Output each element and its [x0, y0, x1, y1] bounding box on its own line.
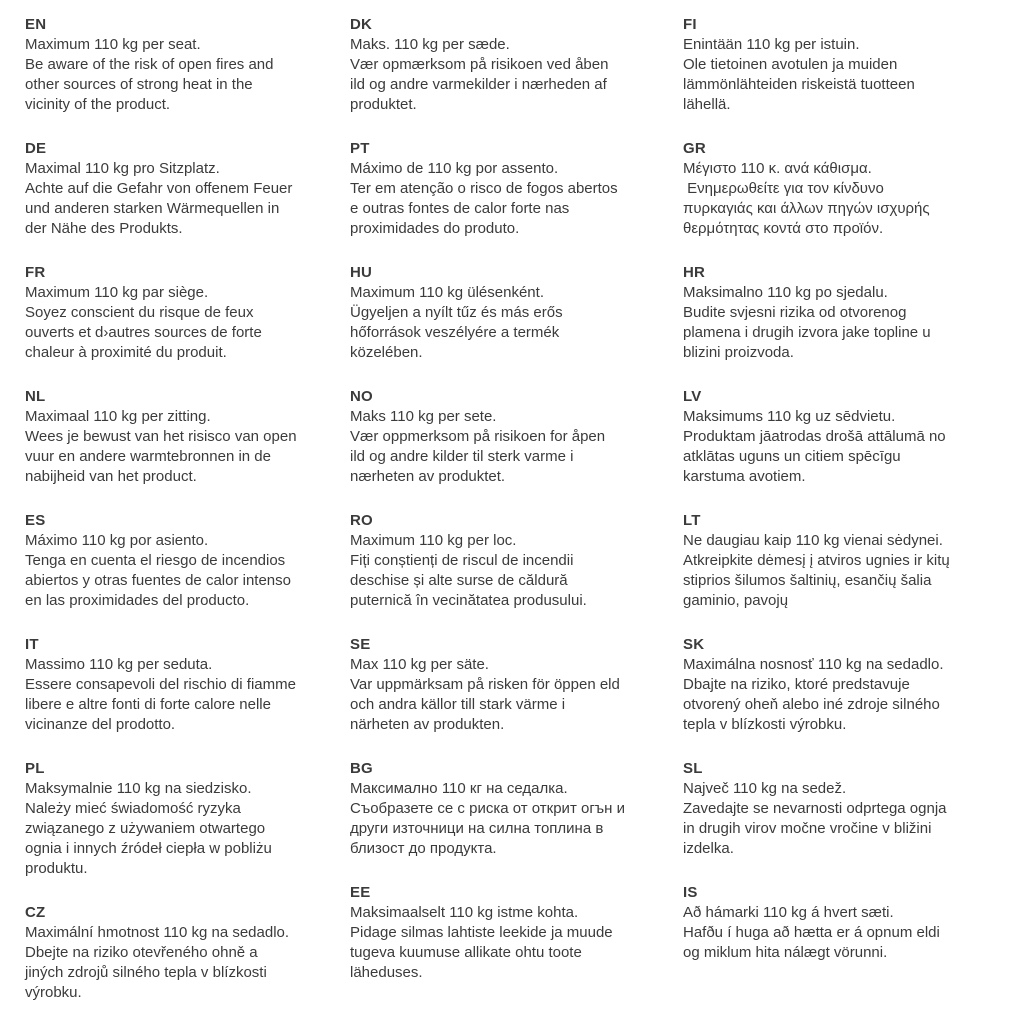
warning-text-line: други източници на силна топлина в — [350, 820, 604, 837]
warning-text-line: Massimo 110 kg per seduta. — [25, 656, 213, 673]
language-code-label: IT — [25, 636, 39, 653]
warning-text-line: Maksimaalselt 110 kg istme kohta. — [350, 904, 579, 921]
warning-text-line: Maksimalno 110 kg po sjedalu. — [683, 284, 888, 301]
warning-text-line: Pidage silmas lahtiste leekide ja muude — [350, 924, 613, 941]
warning-text-line: otvorený oheň alebo iné zdroje silného — [683, 696, 940, 713]
warning-text-line: ognia i innych źródeł ciepła w pobliżu — [25, 840, 272, 857]
warning-text-line: Atkreipkite dėmesį į atviros ugnies ir kitų — [683, 552, 950, 569]
warning-text-line: other sources of strong heat in the — [25, 76, 253, 93]
warning-text-line: Μέγιστο 110 κ. ανά κάθισμα. — [683, 160, 872, 177]
warning-text-line: lämmönlähteiden riskeistä tuotteen — [683, 76, 915, 93]
warning-text-line: Maximum 110 kg per seat. — [25, 36, 201, 53]
warning-text-line: vicinanze del prodotto. — [25, 716, 176, 733]
language-code-label: CZ — [25, 904, 46, 921]
warning-text-line: Zavedajte se nevarnosti odprtega ognja — [683, 800, 947, 817]
warning-text-line: Enintään 110 kg per istuin. — [683, 36, 860, 53]
language-code-label: LT — [683, 512, 701, 529]
warning-text-line: Maximální hmotnost 110 kg na sedadlo. — [25, 924, 290, 941]
language-code-label: SE — [350, 636, 371, 653]
warning-text-line: proximidades do produto. — [350, 220, 520, 237]
language-block — [683, 387, 1024, 487]
language-code-label: DK — [350, 16, 373, 33]
language-code-label: RO — [350, 512, 373, 529]
warning-text-line: Съобразете се с риска от открит огън и — [350, 800, 625, 817]
language-code-label: EE — [350, 884, 371, 901]
warning-text-line: gaminio, pavojų — [683, 592, 789, 609]
language-block — [350, 15, 683, 115]
warning-text-line: närheten av produkten. — [350, 716, 505, 733]
warning-text-line: plamena i drugih izvora jake topline u — [683, 324, 931, 341]
language-code-label: BG — [350, 760, 373, 777]
warning-text-line: und anderen starken Wärmequellen in — [25, 200, 280, 217]
warning-text-line: izdelka. — [683, 840, 734, 857]
warning-text-line: Ole tietoinen avotulen ja muiden — [683, 56, 898, 73]
language-block — [683, 759, 1024, 859]
language-code-label: DE — [25, 140, 47, 157]
warning-text-line: Ügyeljen a nyílt tűz és más erős — [350, 304, 563, 321]
warning-text-line: Soyez conscient du risque de feux — [25, 304, 254, 321]
warning-text-line: Dbajte na riziko, ktoré predstavuje — [683, 676, 910, 693]
warning-text-line: Var uppmärksam på risken för öppen eld — [350, 676, 620, 693]
warning-text-line: atklātas uguns un citiem spēcīgu — [683, 448, 901, 465]
language-code-label: GR — [683, 140, 706, 157]
language-code-label: FR — [25, 264, 46, 281]
language-block — [683, 511, 1024, 611]
warning-text-line: Maks. 110 kg per sæde. — [350, 36, 510, 53]
language-code-label: LV — [683, 388, 702, 405]
language-block — [350, 263, 683, 363]
language-block — [350, 883, 683, 983]
language-code-label: PL — [25, 760, 45, 777]
language-column-right — [683, 15, 1024, 1024]
warning-text-line: en las proximidades del producto. — [25, 592, 250, 609]
warning-text-line: Maks 110 kg per sete. — [350, 408, 497, 425]
language-block — [25, 635, 350, 735]
language-block — [350, 387, 683, 487]
warning-text-line: Tenga en cuenta el riesgo de incendios — [25, 552, 286, 569]
warning-text-line: Fiți conștienți de riscul de incendii — [350, 552, 574, 569]
language-block — [25, 903, 350, 1003]
warning-text-line: Največ 110 kg na sedež. — [683, 780, 847, 797]
warning-text-line: Max 110 kg per säte. — [350, 656, 489, 673]
language-block — [25, 139, 350, 239]
warning-text-line: libere e altre fonti di forte calore nelle — [25, 696, 271, 713]
warning-text-line: nabijheid van het product. — [25, 468, 197, 485]
warning-text-line: Wees je bewust van het risisco van open — [25, 428, 297, 445]
warning-text-line: ouverts et d›autres sources de forte — [25, 324, 262, 341]
warning-text-line: produktu. — [25, 860, 88, 877]
warning-text-line: близост до продукта. — [350, 840, 497, 857]
warning-text-line: Produktam jāatrodas drošā attālumā no — [683, 428, 946, 445]
language-block — [25, 759, 350, 879]
language-code-label: SK — [683, 636, 705, 653]
language-code-label: NL — [25, 388, 46, 405]
warning-text-line: blizini proizvoda. — [683, 344, 794, 361]
language-block — [25, 263, 350, 363]
warning-text-line: chaleur à proximité du produit. — [25, 344, 227, 361]
warning-text-line: tugeva kuumuse allikate ohtu toote — [350, 944, 582, 961]
language-block — [683, 883, 1024, 963]
warning-text-line: produktet. — [350, 96, 417, 113]
warning-text-line: Maximal 110 kg pro Sitzplatz. — [25, 160, 220, 177]
warning-text-line: Be aware of the risk of open fires and — [25, 56, 274, 73]
language-code-label: PT — [350, 140, 370, 157]
language-block — [350, 511, 683, 611]
warning-text-line: tepla v blízkosti výrobku. — [683, 716, 847, 733]
language-block — [683, 15, 1024, 115]
warning-text-line: puternică în vecinătatea produsului. — [350, 592, 587, 609]
language-block — [25, 387, 350, 487]
warning-text-line: der Nähe des Produkts. — [25, 220, 183, 237]
warning-text-line: Vær opmærksom på risikoen ved åben — [350, 56, 609, 73]
warning-text-line: Dbejte na riziko otevřeného ohně a — [25, 944, 258, 961]
language-code-label: EN — [25, 16, 47, 33]
warning-text-line: Maximum 110 kg per loc. — [350, 532, 517, 549]
warning-text-line: Ne daugiau kaip 110 kg vienai sėdynei. — [683, 532, 943, 549]
warning-text-line: közelében. — [350, 344, 423, 361]
warning-text-line: Maksimums 110 kg uz sēdvietu. — [683, 408, 896, 425]
warning-text-line: Maximum 110 kg ülésenként. — [350, 284, 544, 301]
warning-text-line: ild og andre varmekilder i nærheden af — [350, 76, 607, 93]
warning-text-line: Ter em atenção o risco de fogos abertos — [350, 180, 618, 197]
warning-text-line: výrobku. — [25, 984, 82, 1001]
warning-text-line: in drugih virov močne vročine v bližini — [683, 820, 932, 837]
warning-text-line: Að hámarki 110 kg á hvert sæti. — [683, 904, 894, 921]
warning-text-line: lähellä. — [683, 96, 731, 113]
warning-text-line: Máximo de 110 kg por assento. — [350, 160, 559, 177]
language-code-label: IS — [683, 884, 698, 901]
warning-text-line: Essere consapevoli del rischio di fiamme — [25, 676, 296, 693]
warning-text-line: e outras fontes de calor forte nas — [350, 200, 570, 217]
warning-text-line: Maksymalnie 110 kg na siedzisko. — [25, 780, 252, 797]
language-column-left — [25, 15, 350, 1024]
language-code-label: ES — [25, 512, 46, 529]
language-block — [683, 263, 1024, 363]
warning-text-line: ild og andre kilder til sterk varme i — [350, 448, 574, 465]
language-code-label: SL — [683, 760, 703, 777]
warning-text-line: abiertos y otras fuentes de calor intenso — [25, 572, 291, 589]
warning-text-line: Należy mieć świadomość ryzyka — [25, 800, 241, 817]
warning-text-line: Максимално 110 кг на седалка. — [350, 780, 568, 797]
warning-text-line: jiných zdrojů silného tepla v blízkosti — [25, 964, 267, 981]
warning-text-line: nærheten av produktet. — [350, 468, 506, 485]
warning-text-line: og miklum hita nálægt vörunni. — [683, 944, 888, 961]
language-block — [25, 15, 350, 115]
warning-text-line: Vær oppmerksom på risikoen for åpen — [350, 428, 606, 445]
language-column-middle — [350, 15, 683, 1024]
warning-text-line: Maximálna nosnosť 110 kg na sedadlo. — [683, 656, 944, 673]
warning-text-line: Budite svjesni rizika od otvorenog — [683, 304, 907, 321]
language-block — [683, 139, 1024, 239]
language-block — [25, 511, 350, 611]
warning-text-line: deschise și alte surse de căldură — [350, 572, 568, 589]
warning-text-line: θερμότητας κοντά στο προϊόν. — [683, 220, 884, 237]
warning-text-line: πυρκαγιάς και άλλων πηγών ισχυρής — [683, 200, 930, 217]
warning-text-line: hőforrások veszélyére a termék — [350, 324, 560, 341]
warning-text-line: Maximum 110 kg par siège. — [25, 284, 209, 301]
warning-text-line: karstuma avotiem. — [683, 468, 806, 485]
warning-text-line: läheduses. — [350, 964, 423, 981]
warning-text-line: och andra källor till stark värme i — [350, 696, 566, 713]
warning-text-line: Máximo 110 kg por asiento. — [25, 532, 209, 549]
language-block — [350, 139, 683, 239]
language-code-label: HU — [350, 264, 373, 281]
language-block — [350, 759, 683, 859]
language-code-label: HR — [683, 264, 706, 281]
warning-text-line: vuur en andere warmtebronnen in de — [25, 448, 271, 465]
language-code-label: FI — [683, 16, 697, 33]
warning-text-line: Maximaal 110 kg per zitting. — [25, 408, 211, 425]
language-code-label: NO — [350, 388, 373, 405]
warning-text-line: stiprios šilumos šaltinių, esančių šalia — [683, 572, 932, 589]
language-block — [683, 635, 1024, 735]
warning-text-line: Hafðu í huga að hætta er á opnum eldi — [683, 924, 940, 941]
warning-text-line: vicinity of the product. — [25, 96, 171, 113]
warning-text-line: Achte auf die Gefahr von offenem Feuer — [25, 180, 293, 197]
language-block — [350, 635, 683, 735]
warning-text-line: związanego z używaniem otwartego — [25, 820, 266, 837]
warning-text-line: Ενημερωθείτε για τον κίνδυνο — [683, 180, 884, 197]
